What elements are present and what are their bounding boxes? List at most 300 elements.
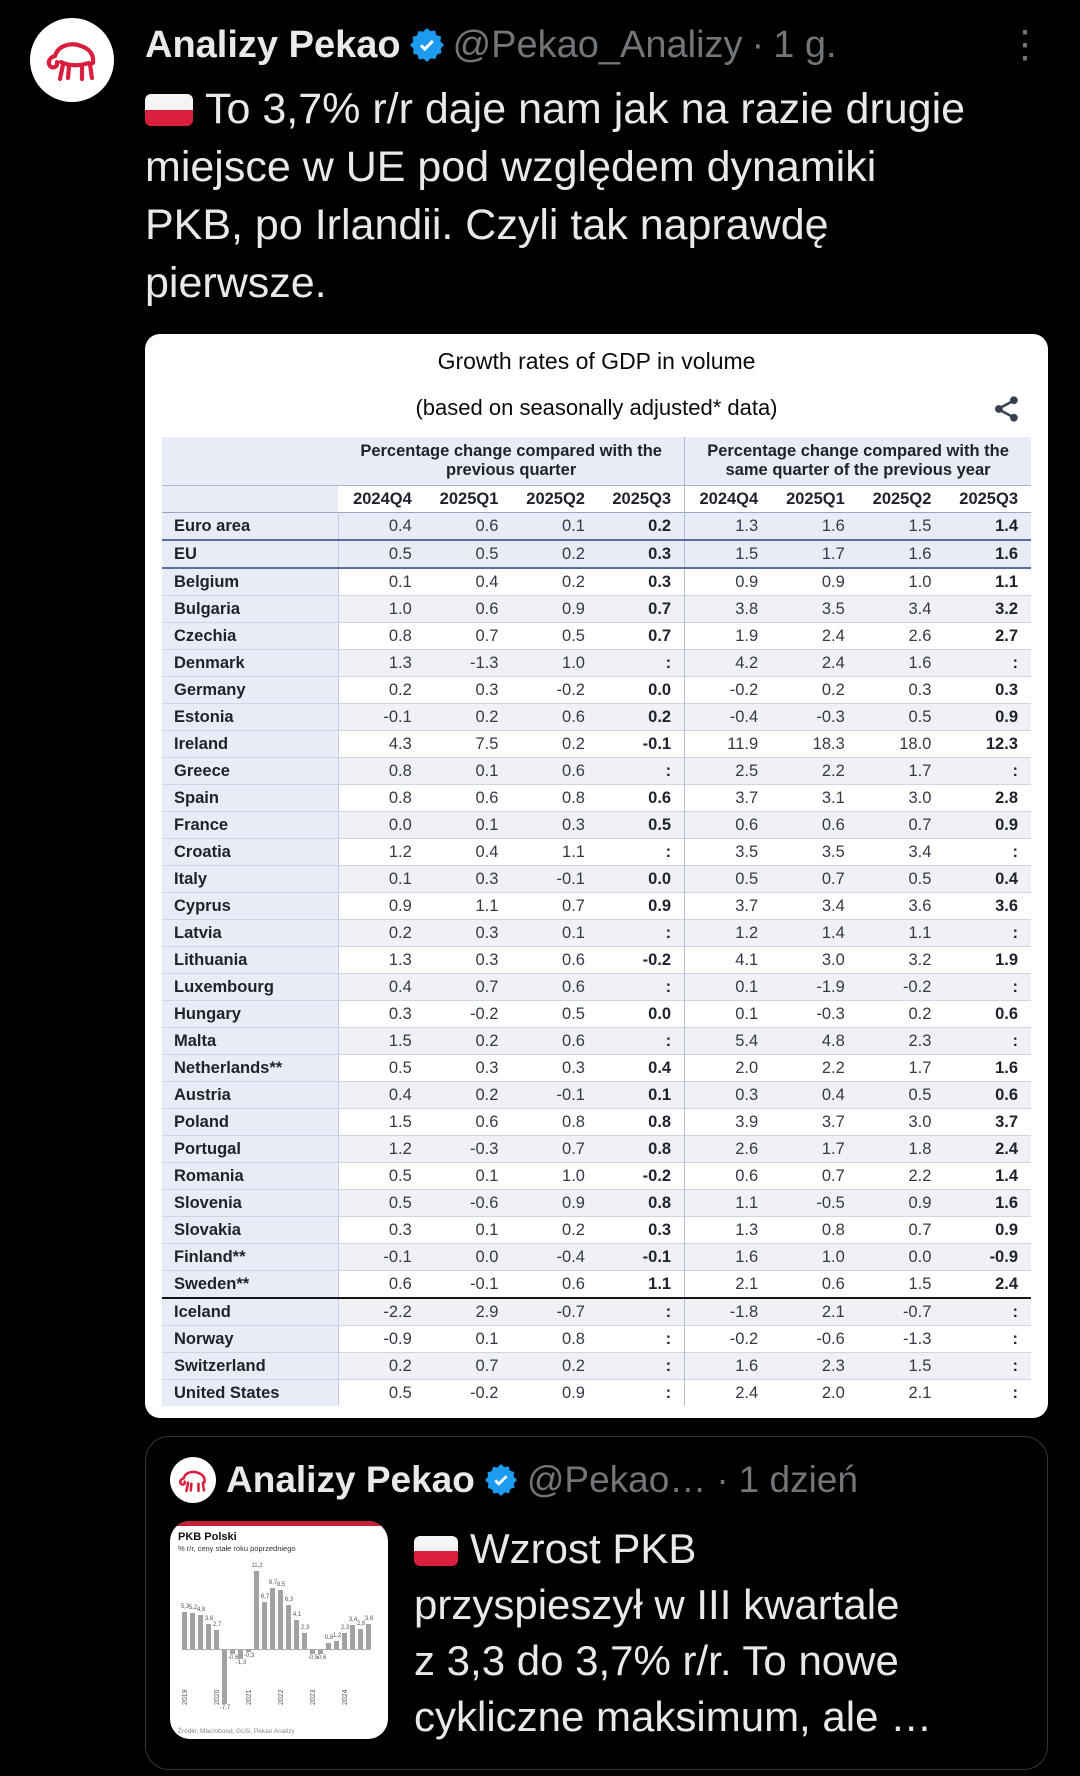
value-cell: -0.1 (511, 866, 598, 893)
country-cell: EU (162, 540, 338, 568)
value-cell: 1.0 (511, 650, 598, 677)
author-name[interactable]: Analizy Pekao (145, 24, 401, 66)
value-cell: 1.9 (685, 623, 772, 650)
value-cell: 0.9 (511, 596, 598, 623)
country-cell: Spain (162, 785, 338, 812)
value-cell: 0.2 (562, 573, 585, 591)
value-cell: 3.0 (908, 789, 932, 807)
table-row (162, 974, 1031, 1001)
value-cell: 0.7 (771, 866, 858, 893)
value-cell: 1.0 (771, 1244, 858, 1271)
mini-bar-label: -0,6 (227, 1655, 239, 1662)
value-cell: 12.3 (985, 735, 1018, 753)
value-cell: -0.2 (685, 1326, 772, 1353)
value-cell: -0.1 (642, 735, 672, 753)
table-row (162, 1136, 1031, 1163)
quarter-header: 2025Q3 (944, 486, 1031, 513)
value-cell: -1.9 (771, 974, 858, 1001)
mini-bar-label: 8,5 (276, 1581, 286, 1588)
country-cell: Finland** (162, 1244, 338, 1271)
mini-bar-label: 5,2 (188, 1604, 198, 1611)
value-cell: 3.5 (771, 596, 858, 623)
mini-bar (358, 1629, 363, 1649)
separator-dot: · (716, 1459, 729, 1500)
value-cell: : (598, 920, 685, 947)
value-cell: 4.2 (685, 650, 772, 677)
mini-bar-label: 4,1 (292, 1612, 302, 1619)
country-cell: Romania (162, 1163, 338, 1190)
value-cell: 2.0 (821, 1384, 845, 1402)
value-cell: 0.7 (562, 897, 585, 915)
mini-chart-year-label: 2021 (246, 1689, 253, 1705)
mini-bar-label: 11,2 (251, 1562, 263, 1569)
value-cell: 0.4 (475, 843, 499, 861)
value-cell: 0.3 (908, 681, 932, 699)
country-cell: Iceland (162, 1298, 338, 1326)
value-cell: -0.2 (469, 1384, 499, 1402)
value-cell: -1.8 (685, 1298, 772, 1326)
value-cell: 1.0 (908, 573, 932, 591)
country-cell: Latvia (162, 920, 338, 947)
value-cell: 0.4 (475, 573, 499, 591)
quarter-header: 2024Q4 (338, 486, 425, 513)
quoted-avatar[interactable] (170, 1457, 216, 1503)
value-cell: 0.0 (648, 1005, 672, 1023)
value-cell: 0.9 (648, 897, 672, 915)
value-cell: 0.8 (821, 1221, 845, 1239)
value-cell: : (944, 1298, 1031, 1326)
table-row (162, 513, 1031, 541)
table-row (162, 1380, 1031, 1407)
pekao-bison-logo (41, 34, 103, 86)
value-cell: 0.8 (562, 1330, 585, 1348)
more-menu-icon[interactable]: ⋮ (1006, 24, 1044, 66)
mini-bar (334, 1641, 339, 1649)
value-cell: 2.1 (685, 1271, 772, 1299)
table-row (162, 1326, 1031, 1353)
country-cell: Switzerland (162, 1353, 338, 1380)
value-cell: 0.6 (511, 974, 598, 1001)
value-cell: 3.7 (821, 1113, 845, 1131)
value-cell: 0.8 (388, 789, 412, 807)
table-row (162, 947, 1031, 974)
value-cell: 0.2 (821, 681, 845, 699)
value-cell: 1.3 (685, 513, 772, 541)
country-cell: Denmark (162, 650, 338, 677)
value-cell: 0.2 (511, 540, 598, 568)
value-cell: 1.7 (908, 1059, 932, 1077)
value-cell: : (598, 650, 685, 677)
tweet-header (145, 22, 1050, 68)
mini-bar-label: -0,6 (315, 1655, 327, 1662)
value-cell: 0.3 (598, 540, 685, 568)
country-cell: Belgium (162, 568, 338, 596)
value-cell: 1.6 (995, 1059, 1018, 1077)
value-cell: 0.7 (648, 627, 672, 645)
value-cell: 0.4 (944, 866, 1031, 893)
table-row (162, 839, 1031, 866)
value-cell: 1.6 (685, 1353, 772, 1380)
table-row (162, 1298, 1031, 1326)
value-cell: 2.4 (944, 1136, 1031, 1163)
value-cell: : (944, 920, 1031, 947)
mini-bar (230, 1650, 235, 1654)
country-cell: Czechia (162, 623, 338, 650)
mini-chart-year-label: 2022 (278, 1689, 285, 1705)
value-cell: 0.9 (511, 1190, 598, 1217)
mini-bar-label: 2,3 (300, 1624, 310, 1631)
table-row (162, 812, 1031, 839)
value-cell: 0.2 (908, 1005, 932, 1023)
value-cell: 0.0 (338, 812, 425, 839)
value-cell: 1.7 (858, 758, 945, 785)
value-cell: 0.0 (425, 1244, 512, 1271)
value-cell: 1.1 (562, 843, 585, 861)
country-cell: Estonia (162, 704, 338, 731)
value-cell: : (944, 1353, 1031, 1380)
table-row (162, 1028, 1031, 1055)
table-title: Growth rates of GDP in volume (437, 348, 756, 374)
value-cell: 1.1 (995, 573, 1018, 591)
tweet-line: miejsce w UE pod względem dynamiki (145, 143, 877, 191)
avatar[interactable] (30, 18, 114, 102)
value-cell: 1.9 (995, 951, 1018, 969)
table-row (162, 650, 1031, 677)
table-row (162, 1271, 1031, 1299)
value-cell: 1.7 (771, 1136, 858, 1163)
value-cell: -0.1 (338, 1244, 425, 1271)
value-cell: 0.0 (598, 866, 685, 893)
value-cell: 7.5 (475, 735, 499, 753)
value-cell: 3.7 (685, 893, 772, 920)
value-cell: 0.5 (562, 627, 585, 645)
value-cell: 3.8 (685, 596, 772, 623)
mini-bar-label: 1,2 (332, 1632, 342, 1639)
value-cell: 0.6 (475, 789, 499, 807)
value-cell: 0.2 (562, 1221, 585, 1239)
mini-bar (246, 1650, 251, 1652)
value-cell: 0.9 (944, 704, 1031, 731)
value-cell: 0.0 (858, 1244, 945, 1271)
value-cell: 1.1 (475, 897, 499, 915)
value-cell: 0.6 (562, 1275, 585, 1293)
value-cell: 3.6 (995, 897, 1018, 915)
mini-bar-label: -0,5 (307, 1654, 319, 1661)
country-cell: Luxembourg (162, 974, 338, 1001)
value-cell: 1.3 (685, 1217, 772, 1244)
value-cell: : (944, 758, 1031, 785)
country-cell: Italy (162, 866, 338, 893)
value-cell: 0.3 (562, 1059, 585, 1077)
value-cell: 0.3 (511, 812, 598, 839)
value-cell: 2.4 (821, 627, 845, 645)
value-cell: 0.5 (858, 1082, 945, 1109)
country-cell: Slovenia (162, 1190, 338, 1217)
table-row (162, 920, 1031, 947)
country-cell: Lithuania (162, 947, 338, 974)
country-cell: Slovakia (162, 1217, 338, 1244)
table-row (162, 758, 1031, 785)
value-cell: -0.5 (771, 1190, 858, 1217)
mini-bar (350, 1625, 355, 1649)
value-cell: 0.1 (598, 1082, 685, 1109)
value-cell: 0.5 (338, 1190, 425, 1217)
quoted-line: Wzrost PKB (470, 1525, 697, 1572)
quoted-author-handle: @Pekao… (526, 1459, 707, 1500)
value-cell: 3.2 (944, 596, 1031, 623)
value-cell: : (598, 1298, 685, 1326)
value-cell: 0.5 (858, 866, 945, 893)
value-cell: 1.4 (771, 920, 858, 947)
value-cell: -0.4 (511, 1244, 598, 1271)
mini-chart-year-label: 2023 (310, 1689, 317, 1705)
value-cell: 1.5 (388, 1113, 412, 1131)
verified-badge-icon (485, 1464, 517, 1496)
value-cell: 2.4 (995, 1275, 1018, 1293)
value-cell: 0.9 (821, 573, 845, 591)
country-cell: Netherlands** (162, 1055, 338, 1082)
country-cell: Austria (162, 1082, 338, 1109)
value-cell: 0.1 (511, 513, 598, 541)
value-cell: : (598, 1353, 685, 1380)
value-cell: 0.6 (425, 596, 512, 623)
value-cell: 3.4 (821, 897, 845, 915)
value-cell: 0.3 (425, 920, 512, 947)
value-cell: : (598, 758, 685, 785)
table-row (162, 1244, 1031, 1271)
value-cell: 0.7 (425, 1353, 512, 1380)
value-cell: : (665, 843, 672, 861)
value-cell: 1.5 (858, 1353, 945, 1380)
value-cell: 0.9 (858, 1190, 945, 1217)
value-cell: 0.7 (598, 596, 685, 623)
value-cell: 3.5 (821, 843, 845, 861)
country-cell: Euro area (162, 513, 338, 541)
value-cell: 0.1 (388, 573, 412, 591)
tweet-line: pierwsze. (145, 259, 327, 307)
value-cell: -0.9 (944, 1244, 1031, 1271)
value-cell: 0.6 (511, 704, 598, 731)
value-cell: 4.8 (771, 1028, 858, 1055)
country-cell: Germany (162, 677, 338, 704)
mini-bar (310, 1650, 315, 1654)
value-cell: : (598, 974, 685, 1001)
value-cell: -0.2 (858, 974, 945, 1001)
value-cell: 3.4 (908, 843, 932, 861)
value-cell: 2.9 (425, 1298, 512, 1326)
mini-bar-label: -1,3 (235, 1660, 247, 1667)
poland-flag-icon (145, 94, 193, 126)
table-row (162, 623, 1031, 650)
mini-bar (182, 1612, 187, 1649)
value-cell: -0.2 (685, 677, 772, 704)
table-row (162, 866, 1031, 893)
quoted-tweet-card[interactable] (145, 1436, 1048, 1770)
value-cell: 4.1 (685, 947, 772, 974)
value-cell: 1.5 (858, 513, 945, 541)
value-cell: 0.2 (388, 681, 412, 699)
tweet-text (145, 80, 1050, 312)
value-cell: 0.6 (821, 1275, 845, 1293)
value-cell: 0.5 (388, 1384, 412, 1402)
quoted-text (414, 1521, 932, 1745)
country-cell: Croatia (162, 839, 338, 866)
group-header: Percentage change compared with the previous quarter (338, 437, 684, 486)
value-cell: 1.4 (995, 1167, 1018, 1185)
value-cell: 2.2 (821, 1059, 845, 1077)
value-cell: 0.6 (511, 758, 598, 785)
value-cell: -0.7 (858, 1298, 945, 1326)
value-cell: : (944, 1028, 1031, 1055)
value-cell: 0.5 (388, 1167, 412, 1185)
country-cell: Greece (162, 758, 338, 785)
value-cell: 0.1 (685, 1001, 772, 1028)
mini-bar-label: 0,8 (324, 1635, 334, 1642)
value-cell: -0.2 (469, 1005, 499, 1023)
value-cell: 0.7 (908, 1221, 932, 1239)
value-cell: 0.2 (338, 920, 425, 947)
value-cell: 0.3 (475, 681, 499, 699)
value-cell: 0.4 (771, 1082, 858, 1109)
value-cell: 0.6 (771, 812, 858, 839)
value-cell: 0.4 (338, 513, 425, 541)
table-row (162, 1163, 1031, 1190)
mini-chart-source: Źródło: Macrobond, GUS, Pekao Analizy (178, 1728, 295, 1735)
value-cell: 2.2 (771, 758, 858, 785)
value-cell: 1.6 (944, 1190, 1031, 1217)
value-cell: -0.1 (598, 1244, 685, 1271)
value-cell: 0.5 (338, 540, 425, 568)
value-cell: 4.3 (388, 735, 412, 753)
value-cell: 0.8 (648, 1113, 672, 1131)
quoted-body (170, 1521, 1023, 1745)
quarter-header: 2025Q3 (598, 486, 685, 513)
value-cell: 0.8 (562, 789, 585, 807)
value-cell: 0.6 (425, 513, 512, 541)
mini-bar-label: 6,3 (284, 1596, 294, 1603)
mini-bar (270, 1588, 275, 1649)
mini-chart-year-label: 2019 (182, 1689, 189, 1705)
timestamp[interactable]: 1 g. (773, 24, 837, 66)
gdp-table-image[interactable] (145, 334, 1048, 1418)
value-cell: 2.6 (908, 627, 932, 645)
value-cell: : (665, 1330, 672, 1348)
value-cell: 0.1 (338, 866, 425, 893)
value-cell: 18.3 (812, 735, 845, 753)
quoted-line: cykliczne maksimum, ale … (414, 1693, 933, 1740)
value-cell: 0.2 (598, 513, 685, 541)
value-cell: 0.8 (338, 758, 425, 785)
value-cell: : (1012, 843, 1018, 861)
value-cell: 0.4 (338, 974, 425, 1001)
mini-bar (326, 1643, 331, 1649)
value-cell: 2.0 (685, 1055, 772, 1082)
value-cell: -0.2 (642, 951, 672, 969)
table-row (162, 1055, 1031, 1082)
separator-dot: · (751, 24, 765, 66)
quoted-line: przyspieszył w III kwartale (414, 1581, 900, 1628)
value-cell: 0.3 (475, 1059, 499, 1077)
value-cell: -0.4 (685, 704, 772, 731)
table-row (162, 704, 1031, 731)
value-cell: 0.6 (995, 1005, 1018, 1023)
country-cell: Hungary (162, 1001, 338, 1028)
poland-flag-icon (414, 1536, 458, 1566)
table-row (162, 596, 1031, 623)
value-cell: 0.2 (598, 704, 685, 731)
country-cell: Malta (162, 1028, 338, 1055)
value-cell: 0.1 (425, 758, 512, 785)
value-cell: 0.2 (425, 1082, 512, 1109)
mini-bar (190, 1613, 195, 1649)
mini-bar (342, 1633, 347, 1649)
value-cell: -0.3 (816, 1005, 845, 1023)
value-cell: 2.5 (685, 758, 772, 785)
country-cell: Bulgaria (162, 596, 338, 623)
value-cell: 3.9 (685, 1109, 772, 1136)
value-cell: 0.9 (388, 897, 412, 915)
value-cell: : (1012, 1330, 1018, 1348)
value-cell: -0.1 (511, 1082, 598, 1109)
table-row (162, 1353, 1031, 1380)
value-cell: 1.3 (338, 650, 425, 677)
value-cell: -1.3 (902, 1330, 932, 1348)
table-row (162, 1190, 1031, 1217)
value-cell: 2.1 (771, 1298, 858, 1326)
value-cell: 0.8 (388, 627, 412, 645)
value-cell: 0.2 (562, 735, 585, 753)
value-cell: 1.5 (685, 540, 772, 568)
mini-bar-label: 4,8 (196, 1607, 206, 1614)
value-cell: 0.8 (598, 1190, 685, 1217)
table-row (162, 1217, 1031, 1244)
value-cell: 1.6 (858, 540, 945, 568)
value-cell: 3.0 (821, 951, 845, 969)
quarter-header: 2024Q4 (685, 486, 772, 513)
value-cell: 2.2 (908, 1167, 932, 1185)
value-cell: 2.7 (995, 627, 1018, 645)
value-cell: 1.1 (858, 920, 945, 947)
value-cell: 0.5 (685, 866, 772, 893)
quoted-thumbnail-chart[interactable] (170, 1521, 388, 1739)
value-cell: 0.1 (475, 1330, 499, 1348)
value-cell: 2.6 (685, 1136, 772, 1163)
table-row (162, 677, 1031, 704)
value-cell: -0.3 (425, 1136, 512, 1163)
value-cell: 0.6 (475, 1113, 499, 1131)
value-cell: 0.6 (944, 1082, 1031, 1109)
value-cell: : (1012, 1384, 1018, 1402)
mini-bar-label: -7,7 (219, 1704, 231, 1711)
value-cell: : (665, 1384, 672, 1402)
table-corner-cell (162, 486, 338, 513)
value-cell: 0.5 (858, 704, 945, 731)
value-cell: -0.6 (425, 1190, 512, 1217)
table-row (162, 1082, 1031, 1109)
value-cell: 0.7 (425, 974, 512, 1001)
quoted-author-name[interactable]: Analizy Pekao (226, 1459, 475, 1500)
quoted-line: z 3,3 do 3,7% r/r. To nowe (414, 1637, 899, 1684)
value-cell: 0.9 (562, 1384, 585, 1402)
value-cell: 0.7 (475, 627, 499, 645)
value-cell: 1.6 (771, 513, 858, 541)
mini-bar-label: 3,6 (204, 1615, 214, 1622)
mini-chart-year-label: 2024 (342, 1689, 349, 1705)
mini-bar-label: 2,7 (212, 1622, 222, 1629)
author-handle[interactable]: @Pekao_Analizy (452, 24, 743, 66)
value-cell: -0.1 (338, 704, 425, 731)
country-cell: Norway (162, 1326, 338, 1353)
